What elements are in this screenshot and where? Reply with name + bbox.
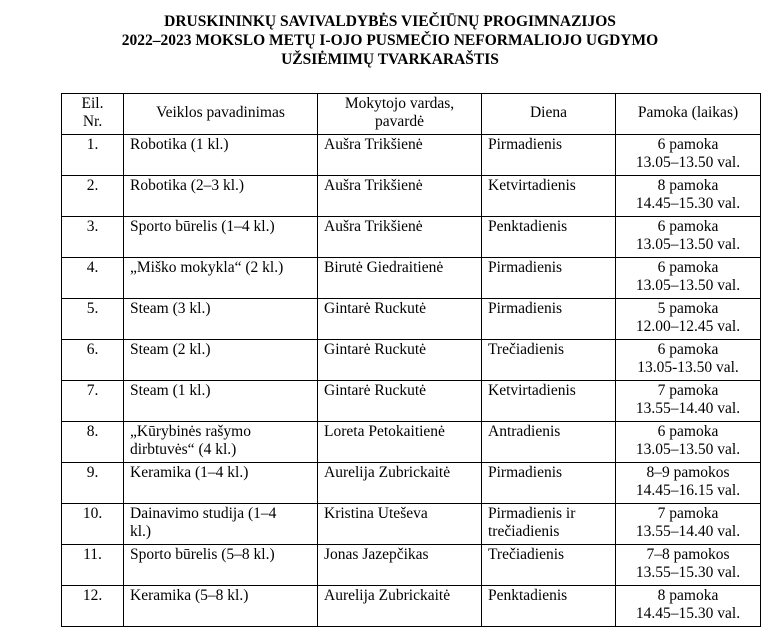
- row-number-cell: [62, 381, 124, 422]
- row-number: 4.: [86, 259, 99, 276]
- table-row: [62, 176, 761, 217]
- lesson-cell: [616, 217, 761, 258]
- lesson-cell: [616, 504, 761, 545]
- lesson-number: 7 pamoka: [657, 382, 719, 399]
- lesson-cell: [616, 176, 761, 217]
- lesson-number: 8–9 pamokos: [646, 464, 730, 481]
- activity-cell: [124, 176, 318, 217]
- teacher-name: Gintarė Ruckutė: [324, 382, 427, 399]
- lesson-number: 6 pamoka: [657, 341, 719, 358]
- header-nr: [62, 94, 124, 135]
- teacher-cell: [318, 299, 482, 340]
- teacher-cell: [318, 176, 482, 217]
- activity-cell: [124, 586, 318, 627]
- lesson-number: 6 pamoka: [657, 259, 719, 276]
- row-number-cell: [62, 340, 124, 381]
- teacher-cell: [318, 463, 482, 504]
- day-name: Penktadienis: [488, 587, 568, 604]
- activity-name: Keramika (5–8 kl.): [130, 587, 249, 604]
- header-lesson-label: Pamoka (laikas): [637, 104, 739, 121]
- row-number-cell: [62, 299, 124, 340]
- row-number: 11.: [83, 546, 102, 563]
- teacher-cell: [318, 258, 482, 299]
- teacher-name: Aurelija Zubrickaitė: [324, 464, 451, 481]
- table-header: [62, 94, 761, 135]
- table-row: [62, 135, 761, 176]
- teacher-cell: [318, 504, 482, 545]
- table-row: [62, 545, 761, 586]
- activity-name: Robotika (2–3 kl.): [130, 177, 245, 194]
- row-number-cell: [62, 422, 124, 463]
- lesson-cell: [616, 299, 761, 340]
- activity-name: Dainavimo studija (1–4: [130, 505, 277, 522]
- activity-name-cont: kl.): [130, 523, 152, 540]
- activity-cell: [124, 504, 318, 545]
- day-cell: [482, 217, 616, 258]
- header-activity-label: Veiklos pavadinimas: [156, 104, 285, 121]
- activity-name: Sporto būrelis (5–8 kl.): [130, 546, 275, 563]
- row-number-cell: [62, 135, 124, 176]
- day-name: Antradienis: [488, 423, 561, 440]
- activity-cell: [124, 545, 318, 586]
- day-cell: [482, 258, 616, 299]
- teacher-cell: [318, 340, 482, 381]
- lesson-time: 14.45–16.15 val.: [635, 482, 741, 499]
- day-name: Pirmadienis: [488, 464, 563, 481]
- day-cell: [482, 586, 616, 627]
- lesson-number: 8 pamoka: [657, 177, 719, 194]
- activity-name: Steam (1 kl.): [130, 382, 211, 399]
- day-name: Pirmadienis: [488, 136, 563, 153]
- lesson-time: 13.55–14.40 val.: [635, 400, 741, 417]
- activity-cell: [124, 135, 318, 176]
- lesson-time: 12.00–12.45 val.: [635, 318, 741, 335]
- row-number-cell: [62, 258, 124, 299]
- header-lesson: [616, 94, 761, 135]
- lesson-cell: [616, 545, 761, 586]
- teacher-name: Gintarė Ruckutė: [324, 341, 427, 358]
- lesson-number: 7–8 pamokos: [646, 546, 730, 563]
- table-row: [62, 381, 761, 422]
- header-day-label: Diena: [529, 104, 567, 121]
- lesson-number: 7 pamoka: [657, 505, 719, 522]
- row-number-cell: [62, 586, 124, 627]
- day-cell: [482, 463, 616, 504]
- day-cell: [482, 176, 616, 217]
- row-number: 1.: [86, 136, 99, 153]
- lesson-time: 14.45–15.30 val.: [635, 195, 741, 212]
- row-number: 12.: [82, 587, 103, 604]
- title-line-1: DRUSKININKŲ SAVIVALDYBĖS VIEČIŪNŲ PROGIMNAZIJOS: [164, 13, 616, 30]
- lesson-cell: [616, 340, 761, 381]
- teacher-name: Aušra Trikšienė: [324, 218, 423, 235]
- lesson-time: 13.55–14.40 val.: [635, 523, 741, 540]
- teacher-cell: [318, 422, 482, 463]
- header-teacher: [318, 94, 482, 135]
- teacher-name: Jonas Jazepčikas: [324, 546, 429, 563]
- lesson-time: 13.05-13.50 val.: [637, 359, 739, 376]
- title-line-2: 2022–2023 MOKSLO METŲ I-OJO PUSMEČIO NEFORMALIOJO UGDYMO: [121, 32, 659, 49]
- table-row: [62, 299, 761, 340]
- day-name: Trečiadienis: [488, 546, 565, 563]
- title-line-3: UŽSIĖMIMŲ TVARKARAŠTIS: [281, 51, 499, 68]
- activity-name: „Kūrybinės rašymo: [130, 423, 251, 440]
- activity-cell: [124, 340, 318, 381]
- activity-name: Sporto būrelis (1–4 kl.): [130, 218, 275, 235]
- row-number: 8.: [86, 423, 99, 440]
- teacher-cell: [318, 381, 482, 422]
- header-nr-line1: Eil.: [81, 95, 104, 112]
- day-cell: [482, 299, 616, 340]
- lesson-cell: [616, 135, 761, 176]
- table-row: [62, 340, 761, 381]
- lesson-cell: [616, 422, 761, 463]
- lesson-time: 13.05–13.50 val.: [635, 277, 741, 294]
- teacher-name: Gintarė Ruckutė: [324, 300, 427, 317]
- lesson-time: 13.05–13.50 val.: [635, 441, 741, 458]
- teacher-cell: [318, 586, 482, 627]
- lesson-number: 8 pamoka: [657, 587, 719, 604]
- document-title: [0, 12, 780, 69]
- row-number: 6.: [86, 341, 99, 358]
- row-number-cell: [62, 176, 124, 217]
- day-cell: [482, 504, 616, 545]
- header-row: [62, 94, 761, 135]
- row-number: 3.: [86, 218, 99, 235]
- teacher-name: Kristina Uteševa: [324, 505, 428, 522]
- activity-name: Steam (2 kl.): [130, 341, 211, 358]
- teacher-name: Aušra Trikšienė: [324, 136, 423, 153]
- teacher-name: Aurelija Zubrickaitė: [324, 587, 451, 604]
- lesson-number: 6 pamoka: [657, 136, 719, 153]
- teacher-name: Birutė Giedraitienė: [324, 259, 444, 276]
- lesson-number: 6 pamoka: [657, 423, 719, 440]
- lesson-time: 14.45–15.30 val.: [635, 605, 741, 622]
- day-name: Penktadienis: [488, 218, 568, 235]
- row-number: 9.: [86, 464, 99, 481]
- header-activity: [124, 94, 318, 135]
- day-name: Ketvirtadienis: [488, 382, 576, 399]
- activity-cell: [124, 463, 318, 504]
- row-number-cell: [62, 545, 124, 586]
- day-name-cont: trečiadienis: [488, 523, 560, 540]
- lesson-cell: [616, 586, 761, 627]
- table-row: [62, 217, 761, 258]
- day-cell: [482, 340, 616, 381]
- lesson-number: 5 pamoka: [657, 300, 719, 317]
- teacher-cell: [318, 135, 482, 176]
- teacher-cell: [318, 217, 482, 258]
- teacher-name: Loreta Petokaitienė: [324, 423, 445, 440]
- header-teacher-line2: pavardė: [374, 113, 425, 130]
- activity-cell: [124, 381, 318, 422]
- schedule-table: [61, 93, 761, 627]
- day-cell: [482, 545, 616, 586]
- activity-cell: [124, 217, 318, 258]
- table-row: [62, 504, 761, 545]
- table-row: [62, 463, 761, 504]
- row-number-cell: [62, 217, 124, 258]
- table-body: [62, 135, 761, 627]
- teacher-cell: [318, 545, 482, 586]
- day-name: Ketvirtadienis: [488, 177, 576, 194]
- row-number: 10.: [82, 505, 103, 522]
- header-teacher-line1: Mokytojo vardas,: [344, 95, 455, 112]
- row-number: 5.: [86, 300, 99, 317]
- day-name: Pirmadienis: [488, 300, 563, 317]
- row-number: 2.: [86, 177, 99, 194]
- lesson-number: 6 pamoka: [657, 218, 719, 235]
- table-row: [62, 422, 761, 463]
- day-name: Trečiadienis: [488, 341, 565, 358]
- day-cell: [482, 422, 616, 463]
- lesson-cell: [616, 463, 761, 504]
- lesson-cell: [616, 381, 761, 422]
- activity-cell: [124, 422, 318, 463]
- lesson-time: 13.55–15.30 val.: [635, 564, 741, 581]
- activity-name: Robotika (1 kl.): [130, 136, 229, 153]
- day-cell: [482, 135, 616, 176]
- day-name: Pirmadienis ir: [488, 505, 576, 522]
- day-name: Pirmadienis: [488, 259, 563, 276]
- row-number-cell: [62, 504, 124, 545]
- activity-name: Steam (3 kl.): [130, 300, 211, 317]
- table-row: [62, 258, 761, 299]
- header-nr-line2: Nr.: [82, 113, 103, 130]
- activity-name: „Miško mokykla“ (2 kl.): [130, 259, 284, 276]
- header-day: [482, 94, 616, 135]
- row-number: 7.: [86, 382, 99, 399]
- teacher-name: Aušra Trikšienė: [324, 177, 423, 194]
- lesson-cell: [616, 258, 761, 299]
- day-cell: [482, 381, 616, 422]
- row-number-cell: [62, 463, 124, 504]
- lesson-time: 13.05–13.50 val.: [635, 154, 741, 171]
- activity-name: Keramika (1–4 kl.): [130, 464, 249, 481]
- activity-cell: [124, 299, 318, 340]
- activity-name-cont: dirbtuvės“ (4 kl.): [130, 441, 237, 458]
- lesson-time: 13.05–13.50 val.: [635, 236, 741, 253]
- activity-cell: [124, 258, 318, 299]
- table-row: [62, 586, 761, 627]
